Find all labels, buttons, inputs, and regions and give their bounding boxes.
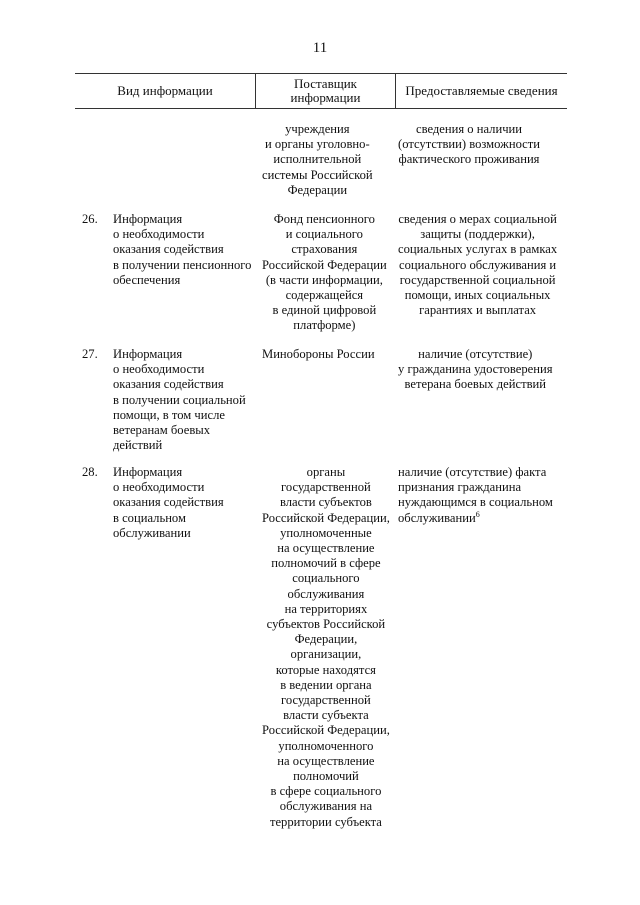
column-header-details: Предоставляемые сведения (405, 83, 558, 98)
row-number: 26. (82, 212, 98, 226)
row-provider: Фонд пенсионного и социального страхования Российской Федерации (в части информации, содержащейся в единой цифровой платформе) (262, 212, 387, 333)
row-info-type: Информация о необходимости оказания содействия в социальном обслуживании (113, 465, 224, 540)
column-header-info-type: Вид информации (117, 83, 213, 98)
footnote-marker: 6 (475, 509, 480, 519)
page-number: 11 (312, 40, 328, 56)
row-details (398, 465, 553, 526)
table-top-rule (75, 73, 567, 74)
row-provider: Минобороны России (262, 347, 375, 361)
row-details: наличие (отсутствие) у гражданина удостоверения ветерана боевых действий (398, 347, 553, 392)
continuation-details: сведения о наличии (отсутствии) возможности фактического проживания (398, 122, 541, 167)
row-provider: органы государственной власти субъектов Российской Федерации, уполномоченные на осуществление полномочий в сфере социального обслуживания на территориях субъектов Российской Федерации, организации, которые находятся в ведении органа государственной власти субъекта Российской Федерации, уполномоченного на осуществление полномочий в сфере социального обслуживания на территории субъекта (262, 465, 390, 829)
row-number: 28. (82, 465, 98, 479)
row-info-type: Информация о необходимости оказания содействия в получении социальной помощи, в том числе ветеранам боевых действий (113, 347, 246, 453)
continuation-provider: учреждения и органы уголовно- исполнительной системы Российской Федерации (262, 122, 373, 197)
row-details: сведения о мерах социальной защиты (поддержки), социальных услугах в рамках социального обслуживания и государственной социальной помощи, иных социальных гарантиях и выплатах (398, 212, 558, 318)
column-header-provider: Поставщик информации (290, 76, 361, 105)
table-header-rule (75, 108, 567, 109)
row-details-text: наличие (отсутствие) факта признания гражданина нуждающимся в социальном обслуживании (398, 465, 553, 525)
row-info-type: Информация о необходимости оказания содействия в получении пенсионного обеспечения (113, 212, 252, 287)
row-number: 27. (82, 347, 98, 361)
